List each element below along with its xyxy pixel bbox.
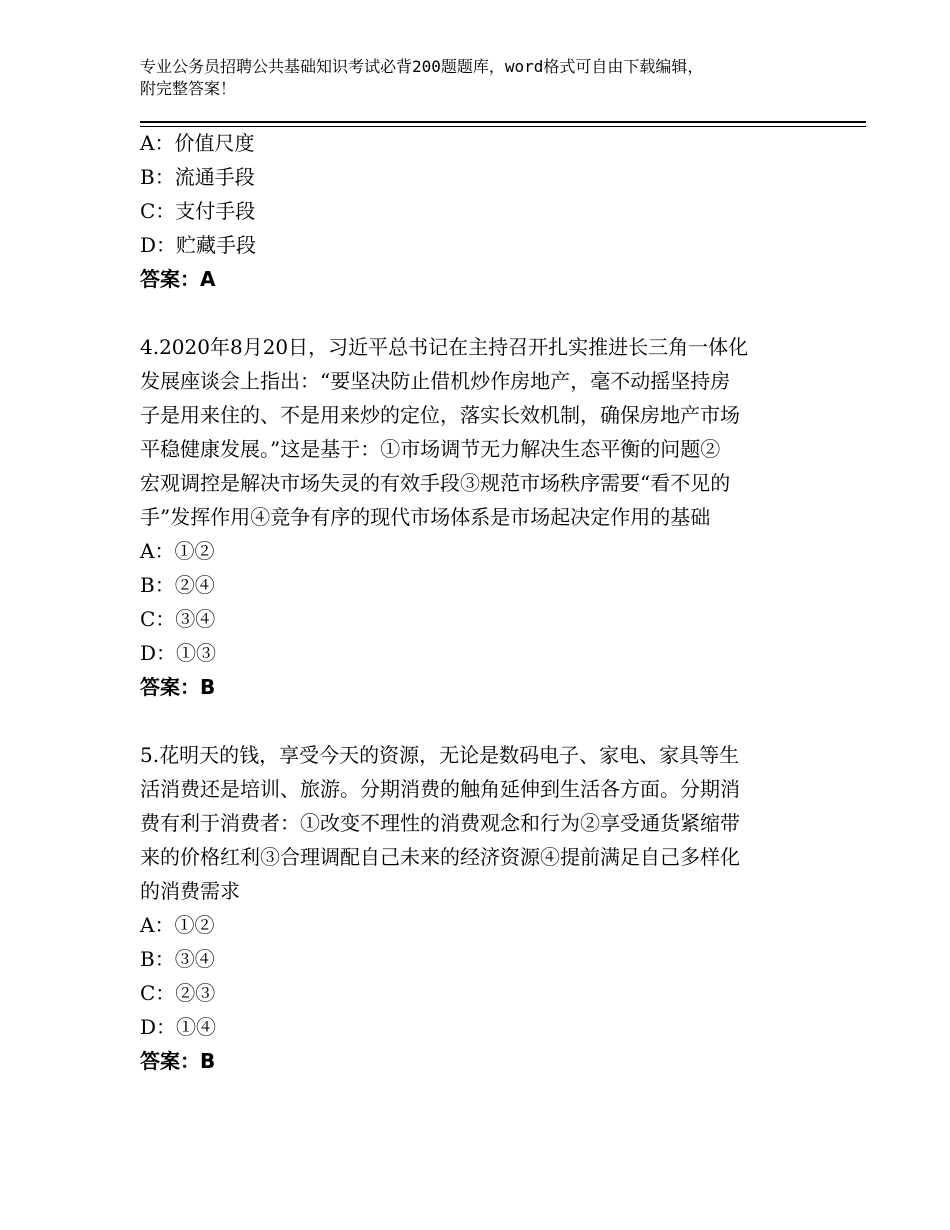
q3-option-d: D：贮藏手段 bbox=[140, 233, 257, 257]
q3-answer: 答案：A bbox=[140, 267, 216, 291]
q4-stem-line-2: 发展座谈会上指出：“要坚决防止借机炒作房地产，毫不动摇坚持房 bbox=[140, 369, 731, 393]
q4-option-a: A：①② bbox=[140, 539, 215, 563]
q3-option-b: B：流通手段 bbox=[140, 165, 255, 189]
spacer bbox=[140, 296, 820, 330]
q5-option-b: B：③④ bbox=[140, 947, 215, 971]
q4-option-b: B：②④ bbox=[140, 573, 215, 597]
q4-option-d: D：①③ bbox=[140, 641, 217, 665]
q5-option-d: D：①④ bbox=[140, 1015, 217, 1039]
q3-option-a: A：价值尺度 bbox=[140, 131, 255, 155]
q5-answer: 答案：B bbox=[140, 1049, 216, 1073]
q3-option-c: C：支付手段 bbox=[140, 199, 256, 223]
q5-option-c: C：②③ bbox=[140, 981, 216, 1005]
q4-stem-line-5: 宏观调控是解决市场失灵的有效手段③规范市场秩序需要“看不见的 bbox=[140, 471, 731, 495]
q5-stem-line-5: 的消费需求 bbox=[140, 879, 240, 903]
header-line-1: 专业公务员招聘公共基础知识考试必背200题题库，word格式可自由下载编辑， bbox=[140, 57, 704, 76]
q4-option-c: C：③④ bbox=[140, 607, 216, 631]
q4-answer: 答案：B bbox=[140, 675, 216, 699]
q5-stem-line-4: 来的价格红利③合理调配自己未来的经济资源④提前满足自己多样化 bbox=[140, 845, 740, 869]
question-4-block bbox=[140, 330, 820, 704]
q5-stem-line-3: 费有利于消费者：①改变不理性的消费观念和行为②享受通货紧缩带 bbox=[140, 811, 740, 835]
q5-stem-line-1: 5.花明天的钱，享受今天的资源，无论是数码电子、家电、家具等生 bbox=[140, 743, 740, 767]
spacer bbox=[140, 704, 820, 738]
question-3-block bbox=[140, 126, 820, 296]
q4-stem-line-3: 子是用来住的、不是用来炒的定位，落实长效机制，确保房地产市场 bbox=[140, 403, 740, 427]
document-header bbox=[140, 56, 830, 100]
header-line-2: 附完整答案！ bbox=[140, 79, 237, 98]
q4-stem-line-4: 平稳健康发展。”这是基于：①市场调节无力解决生态平衡的问题② bbox=[140, 437, 721, 461]
question-content bbox=[140, 126, 820, 1078]
q4-stem-line-1: 4.2020年8月20日，习近平总书记在主持召开扎实推进长三角一体化 bbox=[140, 335, 749, 359]
q5-stem-line-2: 活消费还是培训、旅游。分期消费的触角延伸到生活各方面。分期消 bbox=[140, 777, 740, 801]
header-divider-thick bbox=[140, 121, 866, 123]
q5-option-a: A：①② bbox=[140, 913, 215, 937]
question-5-block bbox=[140, 738, 820, 1078]
q4-stem-line-6: 手”发挥作用④竞争有序的现代市场体系是市场起决定作用的基础 bbox=[140, 505, 711, 529]
